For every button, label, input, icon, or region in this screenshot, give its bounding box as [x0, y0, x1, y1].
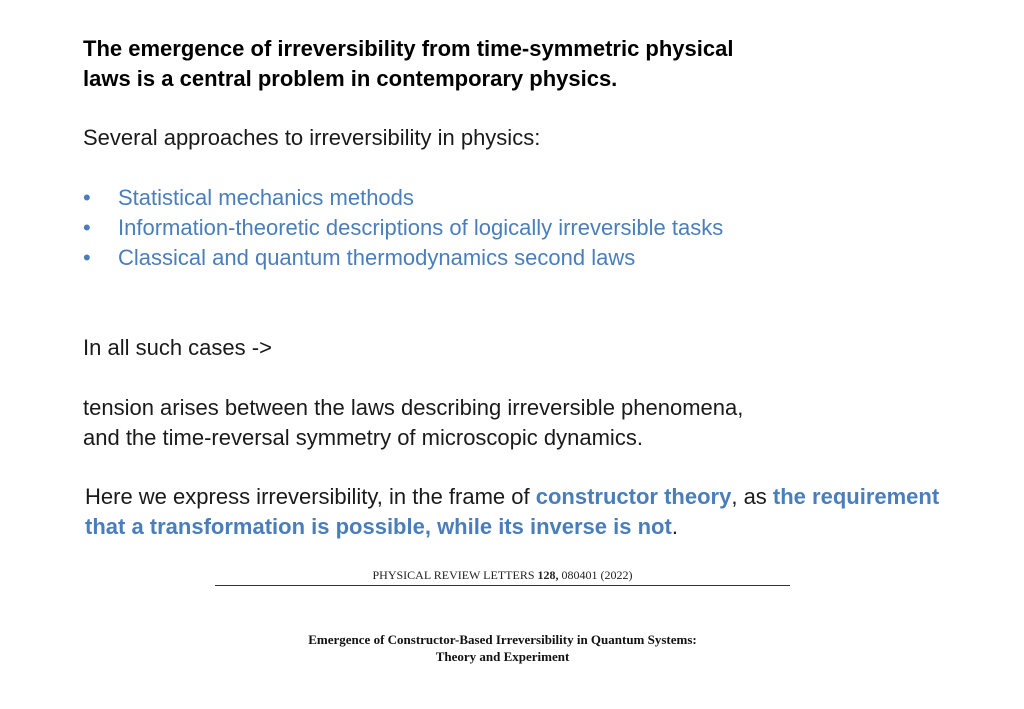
list-item-thermodynamics	[83, 243, 723, 273]
bullet-icon: •	[83, 215, 91, 240]
list-item-statistical-mechanics	[83, 183, 723, 213]
paper-title-line-2: Theory and Experiment	[435, 649, 570, 664]
constructor-theory-highlight: constructor theory	[535, 484, 732, 509]
requirement-highlight: the requirement that a transformation is possible, while its inverse is not	[85, 484, 940, 539]
tension-statement	[83, 393, 903, 453]
paper-title-line-1: Emergence of Constructor-Based Irreversibility in Quantum Systems:	[308, 632, 697, 647]
list-item-label: Statistical mechanics methods	[118, 185, 414, 210]
approaches-list	[83, 183, 723, 273]
slide-title-line-1: The emergence of irreversibility from time-symmetric physical	[83, 36, 734, 61]
statement-text: , as	[731, 484, 773, 509]
statement-text: .	[671, 514, 678, 539]
statement-text: Here we express irreversibility, in the frame of	[85, 484, 536, 509]
list-item-label: Information-theoretic descriptions of logically irreversible tasks	[118, 215, 724, 240]
tension-line-2: and the time-reversal symmetry of microscopic dynamics.	[83, 425, 643, 450]
slide-title	[83, 34, 863, 94]
list-item-label: Classical and quantum thermodynamics second laws	[118, 245, 636, 270]
constructor-theory-statement	[85, 482, 965, 542]
approaches-intro: Several approaches to irreversibility in physics:	[83, 125, 541, 150]
paper-title	[215, 631, 790, 665]
journal-citation	[215, 566, 790, 586]
journal-name: PHYSICAL REVIEW LETTERS	[372, 568, 535, 582]
tension-line-1: tension arises between the laws describing irreversible phenomena,	[83, 395, 744, 420]
bullet-icon: •	[83, 185, 91, 210]
list-item-information-theoretic	[83, 213, 723, 243]
bullet-icon: •	[83, 245, 91, 270]
journal-volume: 128,	[537, 568, 559, 582]
cases-statement: In all such cases ->	[83, 335, 272, 360]
journal-article: 080401 (2022)	[561, 568, 633, 582]
slide-title-line-2: laws is a central problem in contemporary physics.	[83, 66, 618, 91]
